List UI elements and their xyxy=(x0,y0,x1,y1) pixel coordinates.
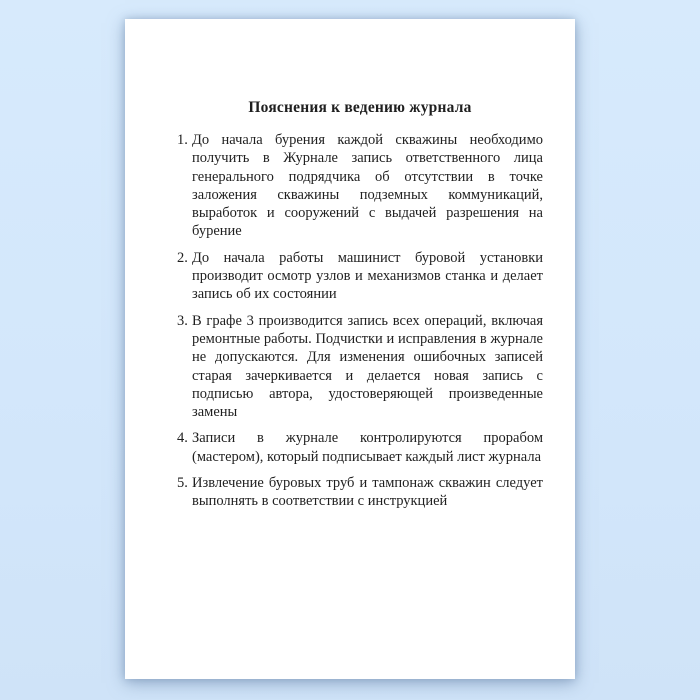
list-item xyxy=(177,249,543,304)
list-item-number: 2. xyxy=(177,249,188,266)
list-item-number: 4. xyxy=(177,430,188,447)
list-item-number: 3. xyxy=(177,312,188,329)
list-item-text: В графе 3 производится запись всех операций, включая ремонтные работы. Подчистки и исправления в журнале не допускаются. Для изменения ошибочных записей старая зачеркивается и делается новая запись с подписью автора, удостоверяющей произведенные замены xyxy=(192,312,543,421)
list-item-text: До начала работы машинист буровой установки производит осмотр узлов и механизмов станка и делает запись об их состоянии xyxy=(192,249,543,303)
list-item xyxy=(177,429,543,466)
list-item-text: Извлечение буровых труб и тампонаж скважин следует выполнять в соответствии с инструкцией xyxy=(192,475,543,510)
list-item xyxy=(177,474,543,511)
list-item-number: 5. xyxy=(177,475,188,492)
document-page xyxy=(125,19,575,679)
list-item-text: До начала бурения каждой скважины необходимо получить в Журнале запись ответственного лица генерального подрядчика об отсутствии в точке заложения скважины подземных коммуникаций, выработок и сооружений с выдачей разрешения на бурение xyxy=(192,132,543,240)
list-item xyxy=(177,131,543,241)
document-title: Пояснения к ведению журнала xyxy=(248,99,472,116)
list-item xyxy=(177,312,543,422)
list-item-text: Записи в журнале контролируются прорабом (мастером), который подписывает каждый лист журнала xyxy=(192,430,543,465)
list-item-number: 1. xyxy=(177,132,188,148)
